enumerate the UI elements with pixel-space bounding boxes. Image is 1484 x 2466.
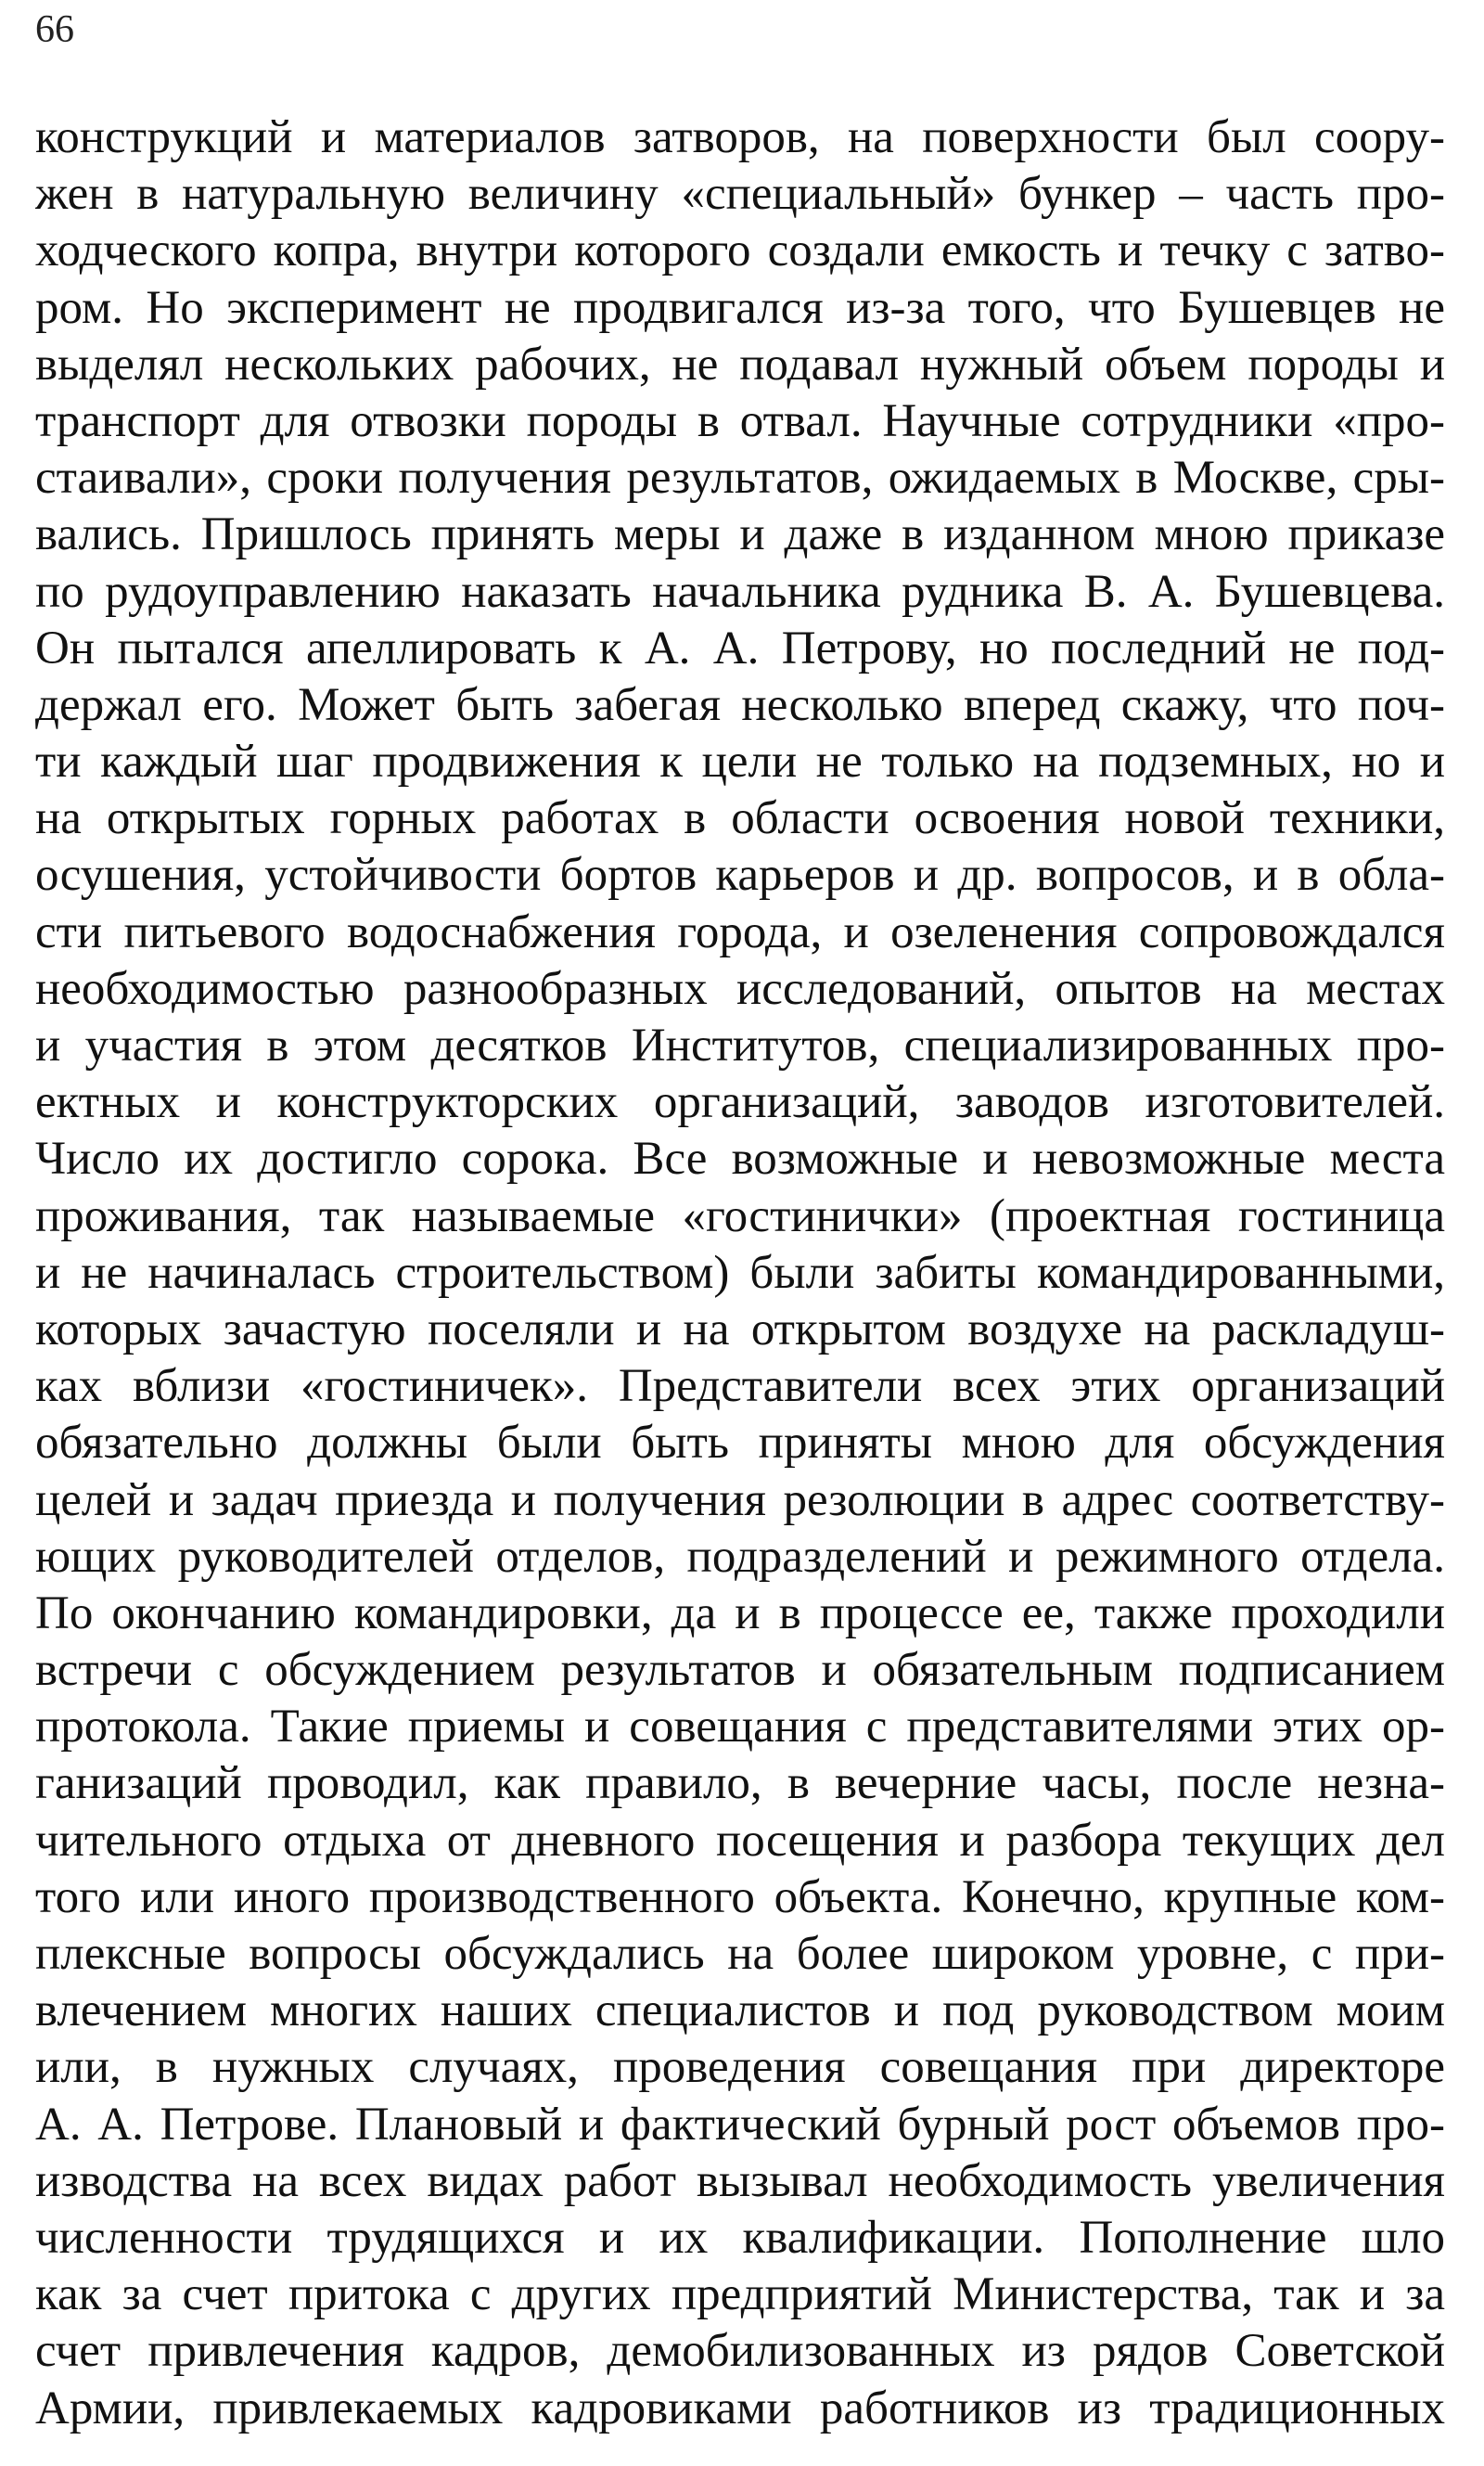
text-line: осушения, устойчивости бортов карьеров и др. вопросов, и в обла-	[35, 849, 1445, 902]
text-line: протокола. Такие приемы и совещания с представителями этих ор-	[35, 1701, 1445, 1753]
text-line: необходимостью разнообразных исследований, опытов на местах	[35, 962, 1445, 1015]
text-line: конструкций и материалов затворов, на поверхности был соору-	[35, 111, 1445, 163]
body-text	[35, 109, 1445, 2437]
text-line: Число их достигло сорока. Все возможные и невозможные места	[35, 1133, 1445, 1186]
text-line: ганизаций проводил, как правило, в вечерние часы, после незна-	[35, 1757, 1445, 1810]
text-line: ющих руководителей отделов, подразделений и режимного отдела.	[35, 1530, 1445, 1583]
text-line: которых зачастую поселяли и на открытом воздухе на раскладуш-	[35, 1303, 1445, 1355]
text-line: или, в нужных случаях, проведения совещания при директоре	[35, 2041, 1445, 2094]
text-line: сти питьевого водоснабжения города, и озеленения сопровождался	[35, 905, 1445, 958]
text-line: плексные вопросы обсуждались на более широком уровне, с при-	[35, 1928, 1445, 1980]
text-line: численности трудящихся и их квалификации. Пополнение шло	[35, 2211, 1445, 2264]
text-line: транспорт для отвозки породы в отвал. Научные сотрудники «про-	[35, 394, 1445, 447]
text-line: ектных и конструкторских организаций, заводов изготовителей.	[35, 1076, 1445, 1129]
text-line: выделял нескольких рабочих, не подавал нужный объем породы и	[35, 338, 1445, 391]
text-line: ходческого копра, внутри которого создали емкость и течку с затво-	[35, 225, 1445, 277]
text-line: влечением многих наших специалистов и под руководством моим	[35, 1984, 1445, 2037]
page-number: 66	[35, 8, 74, 51]
text-line: Армии, привлекаемых кадровиками работников из традиционных	[35, 2382, 1445, 2434]
text-line: А. А. Петрове. Плановый и фактический бурный рост объемов про-	[35, 2098, 1445, 2151]
text-line: по рудоуправлению наказать начальника рудника В. А. Бушевцева.	[35, 565, 1445, 618]
text-line: целей и задач приезда и получения резолюции в адрес соответству-	[35, 1473, 1445, 1526]
text-line: счет привлечения кадров, демобилизованных из рядов Советской	[35, 2325, 1445, 2378]
text-line: стаивали», сроки получения результатов, ожидаемых в Москве, сры-	[35, 452, 1445, 505]
text-line: По окончанию командировки, да и в процессе ее, также проходили	[35, 1586, 1445, 1639]
text-line: встречи с обсуждением результатов и обязательным подписанием	[35, 1644, 1445, 1697]
text-line: ти каждый шаг продвижения к цели не только на подземных, но и	[35, 736, 1445, 789]
text-line: вались. Пришлось принять меры и даже в изданном мною приказе	[35, 508, 1445, 561]
text-line: проживания, так называемые «гостинички» (проектная гостиница	[35, 1189, 1445, 1242]
text-line: на открытых горных работах в области освоения новой техники,	[35, 792, 1445, 845]
text-line: и не начиналась строительством) были забиты командированными,	[35, 1246, 1445, 1299]
text-line: того или иного производственного объекта. Конечно, крупные ком-	[35, 1870, 1445, 1923]
text-line: и участия в этом десятков Институтов, специализированных про-	[35, 1020, 1445, 1072]
text-line: держал его. Может быть забегая несколько вперед скажу, что поч-	[35, 678, 1445, 731]
text-line: как за счет притока с других предприятий Министерства, так и за	[35, 2268, 1445, 2321]
text-line: чительного отдыха от дневного посещения и разбора текущих дел	[35, 1814, 1445, 1867]
text-line: ках вблизи «гостиничек». Представители всех этих организаций	[35, 1360, 1445, 1413]
text-line: изводства на всех видах работ вызывал необходимость увеличения	[35, 2154, 1445, 2207]
text-line: жен в натуральную величину «специальный» бункер – часть про-	[35, 168, 1445, 221]
text-line: обязательно должны были быть приняты мною для обсуждения	[35, 1417, 1445, 1470]
text-line: ром. Но эксперимент не продвигался из-за того, что Бушевцев не	[35, 281, 1445, 334]
text-line: Он пытался апеллировать к А. А. Петрову, но последний не под-	[35, 622, 1445, 674]
